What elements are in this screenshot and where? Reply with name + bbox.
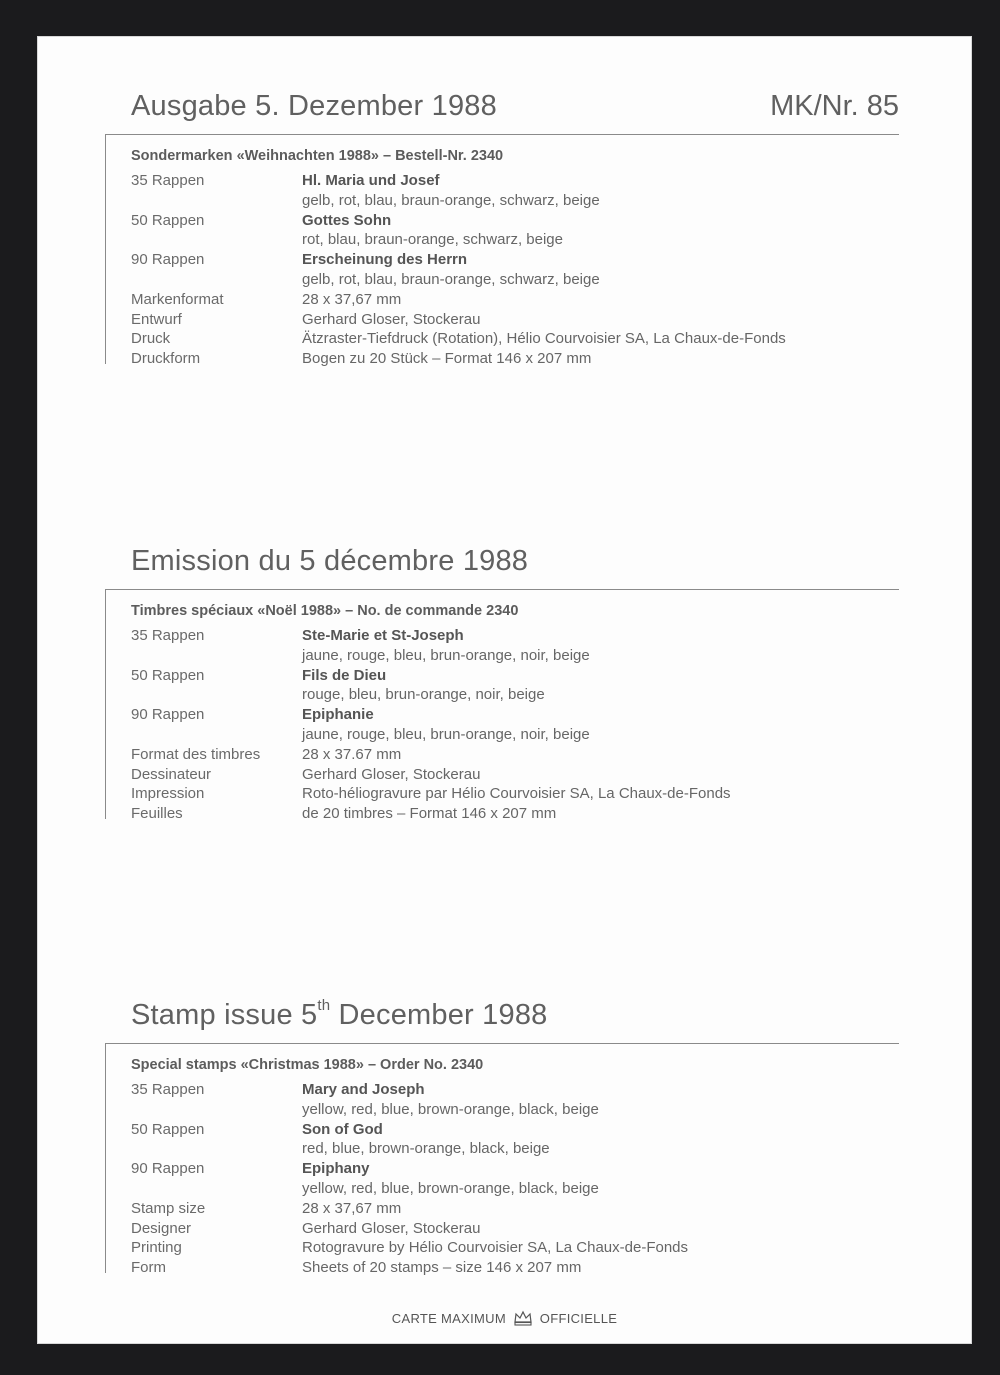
detail-label: Printing — [131, 1239, 182, 1257]
footer-brand — [37, 1310, 972, 1329]
stamp-name: Fils de Dieu — [302, 666, 387, 684]
stamp-name: Son of God — [302, 1120, 383, 1138]
detail-label: Entwurf — [131, 310, 182, 328]
section-subtitle: Timbres spéciaux «Noël 1988» – No. de commande 2340 — [131, 603, 519, 619]
divider — [105, 134, 899, 135]
detail-value: 28 x 37,67 mm — [302, 290, 402, 308]
stamp-colors: jaune, rouge, bleu, brun-orange, noir, beige — [302, 725, 590, 743]
detail-label: Feuilles — [131, 805, 183, 823]
stamp-value: 35 Rappen — [131, 1081, 205, 1098]
detail-label: Impression — [131, 785, 205, 803]
detail-value: Bogen zu 20 Stück – Format 146 x 207 mm — [302, 350, 592, 368]
detail-label: Designer — [131, 1219, 192, 1237]
detail-label: Form — [131, 1259, 166, 1277]
section-subtitle: Special stamps «Christmas 1988» – Order No. 2340 — [131, 1057, 484, 1073]
stamp-value: 35 Rappen — [131, 627, 205, 644]
detail-label: Dessinateur — [131, 765, 212, 783]
stamp-colors: gelb, rot, blau, braun-orange, schwarz, beige — [302, 191, 600, 209]
title-rest: December 1988 — [330, 999, 548, 1031]
crown-icon — [513, 1310, 533, 1329]
detail-label: Druck — [131, 330, 171, 348]
detail-value: Ätzraster-Tiefdruck (Rotation), Hélio Courvoisier SA, La Chaux-de-Fonds — [302, 330, 786, 348]
stamp-colors: yellow, red, blue, brown-orange, black, beige — [302, 1100, 599, 1118]
stamp-value: 35 Rappen — [131, 172, 205, 189]
detail-value: Roto-héliogravure par Hélio Courvoisier SA, La Chaux-de-Fonds — [302, 785, 731, 803]
stamp-colors: rouge, bleu, brun-orange, noir, beige — [302, 686, 545, 704]
maximum-card — [37, 36, 972, 1344]
stamp-colors: gelb, rot, blau, braun-orange, schwarz, beige — [302, 270, 600, 288]
stamp-value: 50 Rappen — [131, 666, 205, 684]
detail-value: Gerhard Gloser, Stockerau — [302, 310, 481, 328]
detail-value: Gerhard Gloser, Stockerau — [302, 765, 481, 783]
stamp-name: Erscheinung des Herrn — [302, 251, 468, 269]
detail-label: Format des timbres — [131, 745, 261, 763]
title-ordinal: th — [317, 997, 331, 1014]
footer-right: OFFICIELLE — [539, 1310, 618, 1326]
stamp-value: 90 Rappen — [131, 1160, 205, 1178]
section-title — [131, 999, 547, 1032]
detail-label: Markenformat — [131, 290, 224, 308]
stamp-name: Ste-Marie et St-Joseph — [302, 627, 464, 644]
stamp-name: Mary and Joseph — [302, 1081, 425, 1098]
section-title: Emission du 5 décembre 1988 — [131, 545, 529, 577]
stamp-colors: yellow, red, blue, brown-orange, black, beige — [302, 1179, 599, 1197]
stamp-value: 90 Rappen — [131, 251, 205, 269]
detail-label: Druckform — [131, 350, 201, 368]
stamp-name: Epiphany — [302, 1160, 370, 1178]
detail-label: Stamp size — [131, 1199, 206, 1217]
section-subtitle: Sondermarken «Weihnachten 1988» – Bestell-Nr. 2340 — [131, 148, 504, 164]
title-main: Stamp issue 5 — [131, 999, 318, 1031]
stamp-colors: rot, blau, braun-orange, schwarz, beige — [302, 231, 563, 249]
stamp-colors: jaune, rouge, bleu, brun-orange, noir, beige — [302, 646, 590, 664]
footer-left: CARTE MAXIMUM — [391, 1310, 506, 1326]
stamp-name: Epiphanie — [302, 706, 374, 724]
detail-value: 28 x 37,67 mm — [302, 1199, 402, 1217]
stamp-colors: red, blue, brown-orange, black, beige — [302, 1140, 550, 1158]
detail-value: de 20 timbres – Format 146 x 207 mm — [302, 805, 557, 823]
stamp-value: 90 Rappen — [131, 706, 205, 724]
stamp-value: 50 Rappen — [131, 1120, 205, 1138]
divider — [105, 1043, 899, 1044]
detail-value: Rotogravure by Hélio Courvoisier SA, La Chaux-de-Fonds — [302, 1239, 689, 1257]
section-title: Ausgabe 5. Dezember 1988 — [131, 90, 497, 122]
detail-value: Gerhard Gloser, Stockerau — [302, 1219, 481, 1237]
divider-vertical — [105, 134, 106, 364]
divider-vertical — [105, 1043, 106, 1273]
stamp-name: Hl. Maria und Josef — [302, 172, 440, 189]
divider — [105, 589, 899, 590]
divider-vertical — [105, 589, 106, 819]
detail-value: Sheets of 20 stamps – size 146 x 207 mm — [302, 1259, 582, 1277]
stamp-value: 50 Rappen — [131, 211, 205, 229]
mk-number: MK/Nr. 85 — [770, 90, 899, 122]
stamp-name: Gottes Sohn — [302, 211, 392, 229]
detail-value: 28 x 37.67 mm — [302, 745, 402, 763]
